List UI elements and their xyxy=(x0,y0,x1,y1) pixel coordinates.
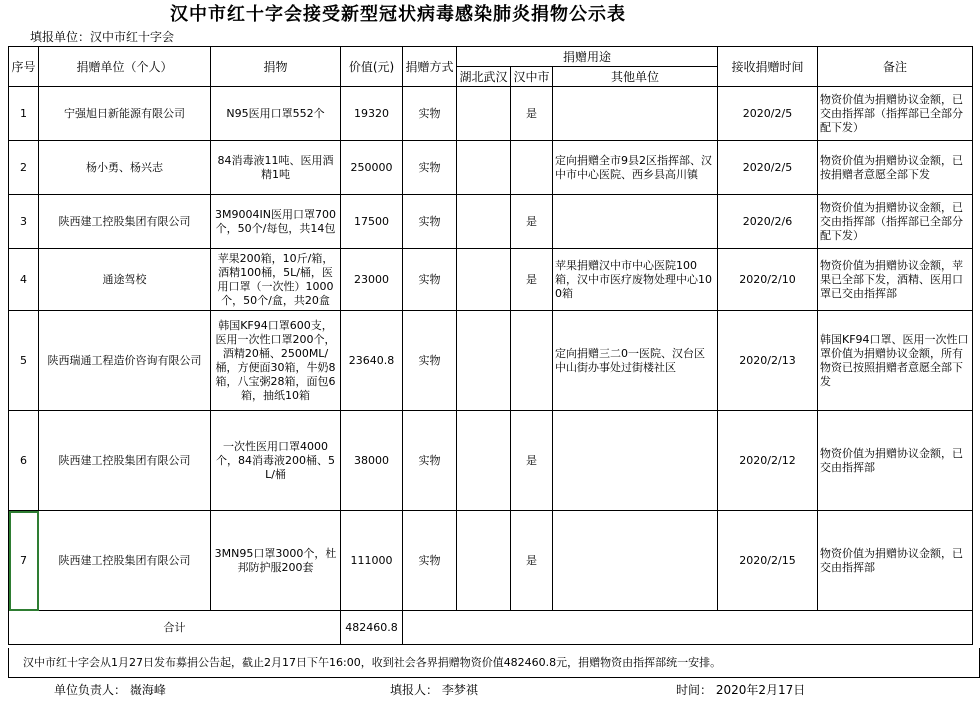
cell-date[interactable]: 2020/2/13 xyxy=(718,311,818,411)
cell-donor[interactable]: 杨小勇、杨兴志 xyxy=(39,141,211,195)
total-row xyxy=(9,611,973,645)
cell-donor[interactable]: 通途驾校 xyxy=(39,249,211,311)
cell-hubei[interactable] xyxy=(457,195,511,249)
cell-remark[interactable]: 物资价值为捐赠协议金额，已交由指挥部（指挥部已全部分配下发） xyxy=(818,87,973,141)
cell-method[interactable]: 实物 xyxy=(403,411,457,511)
header-date[interactable]: 接收捐赠时间 xyxy=(718,47,818,87)
cell-other[interactable]: 定向捐赠三二0一医院、汉台区中山街办事处过街楼社区 xyxy=(553,311,718,411)
filler-unit: 填报单位：汉中市红十字会 xyxy=(30,30,175,44)
cell-hubei[interactable] xyxy=(457,411,511,511)
cell-item[interactable]: 苹果200箱，10斤/箱，酒精100桶，5L/桶，医用口罩（一次性）1000个，50个/盒，共20盒 xyxy=(211,249,341,311)
responsible-person: 单位负责人： 嶶海峰 xyxy=(54,683,166,697)
cell-hubei[interactable] xyxy=(457,311,511,411)
cell-other[interactable] xyxy=(553,195,718,249)
total-label[interactable]: 合计 xyxy=(9,611,341,645)
footnote: 汉中市红十字会从1月27日发布募捐公告起，截止2月17日下午16:00，收到社会各界捐赠物资价值482460.8元，捐赠物资由指挥部统一安排。 xyxy=(8,648,980,678)
header-other[interactable]: 其他单位 xyxy=(553,67,718,87)
cell-value[interactable]: 23000 xyxy=(341,249,403,311)
cell-hanzhong[interactable] xyxy=(511,141,553,195)
cell-donor[interactable]: 陕西建工控股集团有限公司 xyxy=(39,411,211,511)
cell-item[interactable]: 一次性医用口罩4000个，84消毒液200桶、5L/桶 xyxy=(211,411,341,511)
cell-date[interactable]: 2020/2/10 xyxy=(718,249,818,311)
cell-remark[interactable]: 物资价值为捐赠协议金额，已交由指挥部（指挥部已全部分配下发） xyxy=(818,195,973,249)
cell-remark[interactable]: 韩国KF94口罩、医用一次性口罩价值为捐赠协议金额，所有物资已按照捐赠者意愿全部下发 xyxy=(818,311,973,411)
cell-item[interactable]: 3MN95口罩3000个，杜邦防护服200套 xyxy=(211,511,341,611)
cell-hanzhong[interactable]: 是 xyxy=(511,249,553,311)
cell-date[interactable]: 2020/2/6 xyxy=(718,195,818,249)
cell-method[interactable]: 实物 xyxy=(403,311,457,411)
header-remark[interactable]: 备注 xyxy=(818,47,973,87)
cell-value[interactable]: 250000 xyxy=(341,141,403,195)
cell-hanzhong[interactable] xyxy=(511,311,553,411)
cell-other[interactable] xyxy=(553,511,718,611)
cell-other[interactable]: 苹果捐赠汉中市中心医院100箱，汉中市医疗废物处理中心100箱 xyxy=(553,249,718,311)
cell-value[interactable]: 19320 xyxy=(341,87,403,141)
header-hubei[interactable]: 湖北武汉 xyxy=(457,67,511,87)
cell-remark[interactable]: 物资价值为捐赠协议金额，已交由指挥部 xyxy=(818,511,973,611)
cell-seq[interactable]: 1 xyxy=(9,87,39,141)
cell-hanzhong[interactable]: 是 xyxy=(511,511,553,611)
cell-value[interactable]: 38000 xyxy=(341,411,403,511)
cell-date[interactable]: 2020/2/5 xyxy=(718,141,818,195)
cell-other[interactable] xyxy=(553,411,718,511)
cell-seq[interactable]: 4 xyxy=(9,249,39,311)
table-row xyxy=(9,87,973,141)
cell-date[interactable]: 2020/2/12 xyxy=(718,411,818,511)
cell-date[interactable]: 2020/2/5 xyxy=(718,87,818,141)
cell-item[interactable]: 84消毒液11吨、医用酒精1吨 xyxy=(211,141,341,195)
cell-item[interactable]: 韩国KF94口罩600支，医用一次性口罩200个，酒精20桶、2500ML/桶，方便面30箱，牛奶8箱，八宝粥28箱，面包6箱，抽纸10箱 xyxy=(211,311,341,411)
table-row xyxy=(9,511,973,611)
cell-seq[interactable]: 3 xyxy=(9,195,39,249)
cell-remark[interactable]: 物资价值为捐赠协议金额，已交由指挥部 xyxy=(818,411,973,511)
table-row xyxy=(9,141,973,195)
cell-other[interactable] xyxy=(553,87,718,141)
cell-seq[interactable]: 6 xyxy=(9,411,39,511)
table-row xyxy=(9,249,973,311)
total-value[interactable]: 482460.8 xyxy=(341,611,403,645)
reporter: 填报人： 李梦祺 xyxy=(390,683,478,697)
cell-donor[interactable]: 陕西建工控股集团有限公司 xyxy=(39,511,211,611)
cell-item[interactable]: N95医用口罩552个 xyxy=(211,87,341,141)
table-row xyxy=(9,411,973,511)
cell-item[interactable]: 3M9004IN医用口罩700个，50个/每包，共14包 xyxy=(211,195,341,249)
table-row xyxy=(9,195,973,249)
row-header-gutter xyxy=(0,0,8,706)
cell-remark[interactable]: 物资价值为捐赠协议金额，已按捐赠者意愿全部下发 xyxy=(818,141,973,195)
cell-seq-selected[interactable]: 7 xyxy=(9,511,39,611)
cell-hanzhong[interactable]: 是 xyxy=(511,411,553,511)
cell-method[interactable]: 实物 xyxy=(403,249,457,311)
cell-method[interactable]: 实物 xyxy=(403,195,457,249)
cell-value[interactable]: 17500 xyxy=(341,195,403,249)
cell-hanzhong[interactable]: 是 xyxy=(511,195,553,249)
cell-method[interactable]: 实物 xyxy=(403,141,457,195)
cell-remark[interactable]: 物资价值为捐赠协议金额，苹果已全部下发，酒精、医用口罩已交由指挥部 xyxy=(818,249,973,311)
header-method[interactable]: 捐赠方式 xyxy=(403,47,457,87)
cell-donor[interactable]: 陕西瑞通工程造价咨询有限公司 xyxy=(39,311,211,411)
report-time: 时间： 2020年2月17日 xyxy=(676,683,806,697)
page-title: 汉中市红十字会接受新型冠状病毒感染肺炎捐物公示表 xyxy=(170,4,626,25)
header-seq[interactable]: 序号 xyxy=(9,47,39,87)
header-donor[interactable]: 捐赠单位（个人） xyxy=(39,47,211,87)
cell-hubei[interactable] xyxy=(457,249,511,311)
cell-seq[interactable]: 2 xyxy=(9,141,39,195)
cell-date[interactable]: 2020/2/15 xyxy=(718,511,818,611)
donation-table xyxy=(8,46,973,645)
cell-other[interactable]: 定向捐赠全市9县2区指挥部、汉中市中心医院、西乡县高川镇 xyxy=(553,141,718,195)
table-row xyxy=(9,311,973,411)
cell-seq[interactable]: 5 xyxy=(9,311,39,411)
total-empty[interactable] xyxy=(403,611,973,645)
cell-hubei[interactable] xyxy=(457,511,511,611)
cell-donor[interactable]: 陕西建工控股集团有限公司 xyxy=(39,195,211,249)
cell-method[interactable]: 实物 xyxy=(403,511,457,611)
header-value[interactable]: 价值(元) xyxy=(341,47,403,87)
cell-value[interactable]: 111000 xyxy=(341,511,403,611)
cell-hanzhong[interactable]: 是 xyxy=(511,87,553,141)
cell-value[interactable]: 23640.8 xyxy=(341,311,403,411)
cell-hubei[interactable] xyxy=(457,141,511,195)
header-item[interactable]: 捐物 xyxy=(211,47,341,87)
cell-method[interactable]: 实物 xyxy=(403,87,457,141)
header-hanzhong[interactable]: 汉中市 xyxy=(511,67,553,87)
spreadsheet xyxy=(8,0,980,706)
cell-hubei[interactable] xyxy=(457,87,511,141)
cell-donor[interactable]: 宁强旭日新能源有限公司 xyxy=(39,87,211,141)
header-usage[interactable]: 捐赠用途 xyxy=(457,47,718,67)
